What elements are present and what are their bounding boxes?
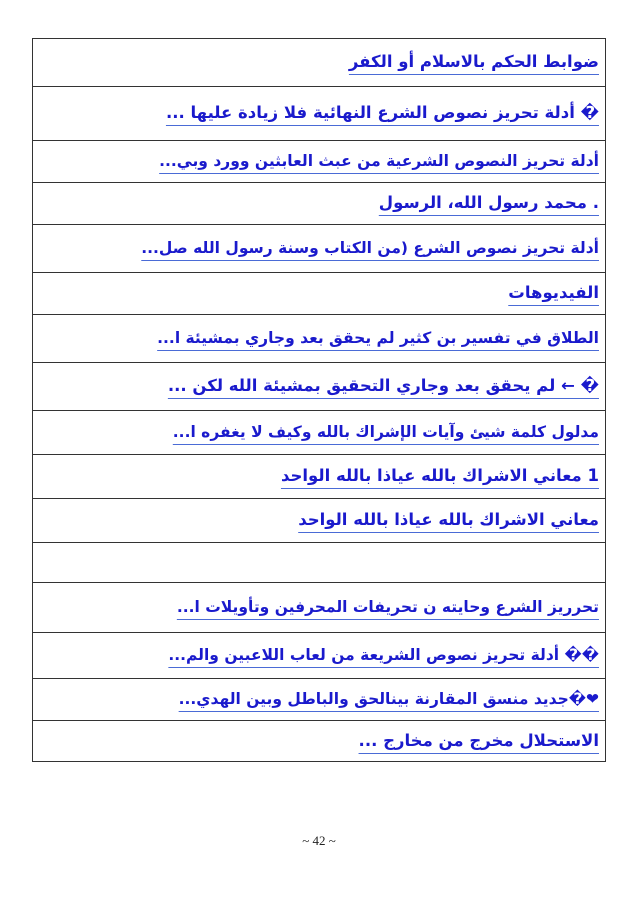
table-cell [33,721,606,762]
table-row [33,273,606,315]
table-cell [33,411,606,455]
table-cell [33,455,606,499]
table-cell [33,543,606,583]
entry-link[interactable]: �� أدلة تحريز نصوص الشريعة من لعاب اللاعبين والم... [168,646,599,665]
table-row [33,363,606,411]
entry-link[interactable]: أدلة تحريز النصوص الشرعية من عبث العابثين وورد وبي... [159,152,599,171]
table-cell [33,583,606,633]
table-row [33,455,606,499]
table-row [33,39,606,87]
table-cell [33,679,606,721]
entry-link[interactable]: الطلاق في تفسير بن كثير لم يحقق بعد وجاري بمشيئة ا... [157,329,599,348]
table-row [33,499,606,543]
table-row [33,141,606,183]
entry-link[interactable]: ضوابط الحكم بالاسلام أو الكفر [348,52,599,72]
table-cell [33,315,606,363]
entry-link[interactable]: معاني الاشراك بالله عياذا بالله الواحد [298,510,599,530]
table-row [33,225,606,273]
table-row [33,633,606,679]
entry-link[interactable]: أدلة تحريز نصوص الشرع (من الكتاب وسنة رسول الله صل... [141,239,599,258]
entry-link[interactable]: . محمد رسول الله، الرسول [378,193,599,213]
entry-link[interactable]: الفيديوهات [508,283,599,303]
table-row [33,183,606,225]
entry-link[interactable]: تحرريز الشرع وحايته ن تحريفات المحرفين وتأويلات ا... [176,598,599,617]
table-cell [33,183,606,225]
entry-link[interactable]: مدلول كلمة شيئ وآيات الإشراك بالله وكيف لا يغفره ا... [172,423,599,442]
table-row [33,679,606,721]
table-row [33,721,606,762]
table-cell [33,225,606,273]
table-cell [33,87,606,141]
table-row [33,543,606,583]
table-row [33,411,606,455]
entry-link[interactable]: � ← لم يحقق بعد وجاري التحقيق بمشيئة الله لكن ... [167,376,599,396]
entry-link[interactable]: ❤�جديد منسق المقارنة بينالحق والباطل وبين الهدي... [178,690,599,709]
table-row [33,583,606,633]
table-cell [33,39,606,87]
table-row [33,315,606,363]
table-cell [33,363,606,411]
table-cell [33,141,606,183]
table-cell [33,273,606,315]
page-number: ~ 42 ~ [302,833,336,848]
entry-link[interactable]: � أدلة تحريز نصوص الشرع النهائية فلا زيادة عليها ... [165,103,599,123]
table-cell [33,633,606,679]
entry-link[interactable]: الاستحلال مخرج من مخارج ... [358,730,599,750]
table-cell [33,499,606,543]
entry-link[interactable]: 1 معاني الاشراك بالله عياذا بالله الواحد [280,466,599,486]
index-table [32,38,606,762]
table-row [33,87,606,141]
